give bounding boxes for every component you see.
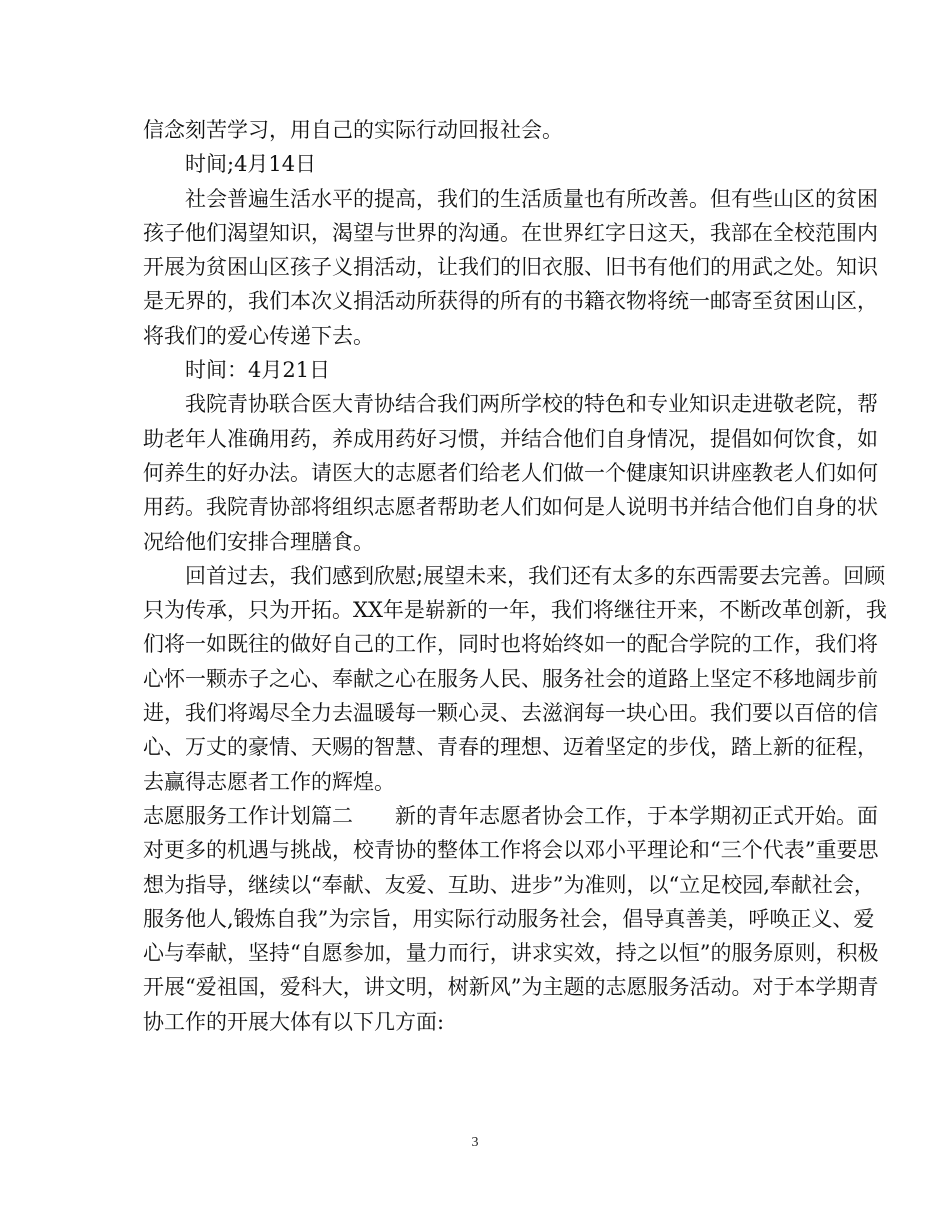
text-line: 助老年人准确用药，养成用药好习惯，并结合他们自身情况，提倡如何饮食，如 — [143, 426, 878, 451]
text-line: 时间;4月14日 — [185, 152, 317, 177]
text-line: 用药。我院青协部将组织志愿者帮助老人们如何是人说明书并结合他们自身的状 — [143, 495, 878, 520]
text-line: 协工作的开展大体有以下几方面: — [143, 1009, 445, 1034]
text-line: 进，我们将竭尽全力去温暖每一颗心灵、去滋润每一块心田。我们要以百倍的信 — [143, 701, 878, 726]
text-line: 时间：4月21日 — [185, 358, 331, 383]
text-line: 志愿服务工作计划篇二 新的青年志愿者协会工作，于本学期初正式开始。面 — [143, 803, 878, 828]
text-line: 开展“爱祖国，爱科大，讲文明，树新风”为主题的志愿服务活动。对于本学期青 — [143, 975, 879, 1000]
text-line: 信念刻苦学习，用自己的实际行动回报社会。 — [143, 118, 563, 142]
body-text — [143, 113, 887, 1039]
text-line: 我院青协联合医大青协结合我们两所学校的特色和专业知识走进敬老院，帮 — [185, 392, 878, 417]
text-line: 只为传承，只为开拓。XX年是崭新的一年，我们将继往开来，不断改革创新，我 — [143, 598, 887, 623]
text-line: 心怀一颗赤子之心、奉献之心在服务人民、服务社会的道路上坚定不移地阔步前 — [143, 666, 878, 691]
text-line: 对更多的机遇与挑战，校青协的整体工作将会以邓小平理论和“三个代表”重要思 — [143, 838, 879, 863]
text-line: 开展为贫困山区孩子义捐活动，让我们的旧衣服、旧书有他们的用武之处。知识 — [143, 255, 878, 280]
text-line: 想为指导，继续以“奉献、友爱、互助、进步”为准则，以“立足校园,奉献社会， — [143, 872, 875, 897]
text-line: 况给他们安排合理膳食。 — [143, 529, 374, 554]
text-line: 服务他人,锻炼自我”为宗旨，用实际行动服务社会，倡导真善美，呼唤正义、爱 — [143, 906, 875, 931]
text-line: 回首过去，我们感到欣慰;展望未来，我们还有太多的东西需要去完善。回顾 — [185, 563, 886, 588]
text-line: 何养生的好办法。请医大的志愿者们给老人们做一个健康知识讲座教老人们如何 — [143, 460, 878, 485]
text-line: 社会普遍生活水平的提高，我们的生活质量也有所改善。但有些山区的贫困 — [185, 186, 878, 211]
text-line: 是无界的，我们本次义捐活动所获得的所有的书籍衣物将统一邮寄至贫困山区， — [143, 289, 878, 314]
text-line: 去赢得志愿者工作的辉煌。 — [143, 769, 395, 794]
text-line: 心与奉献，坚持“自愿参加，量力而行，讲求实效，持之以恒”的服务原则，积极 — [143, 941, 879, 966]
page-number: 3 — [471, 1135, 479, 1150]
text-line: 心、万丈的豪情、天赐的智慧、青春的理想、迈着坚定的步伐，踏上新的征程， — [143, 735, 878, 760]
text-line: 孩子他们渴望知识，渴望与世界的沟通。在世界红字日这天，我部在全校范围内 — [143, 220, 878, 245]
text-line: 们将一如既往的做好自己的工作，同时也将始终如一的配合学院的工作，我们将 — [143, 632, 878, 657]
text-line: 将我们的爱心传递下去。 — [143, 323, 374, 348]
